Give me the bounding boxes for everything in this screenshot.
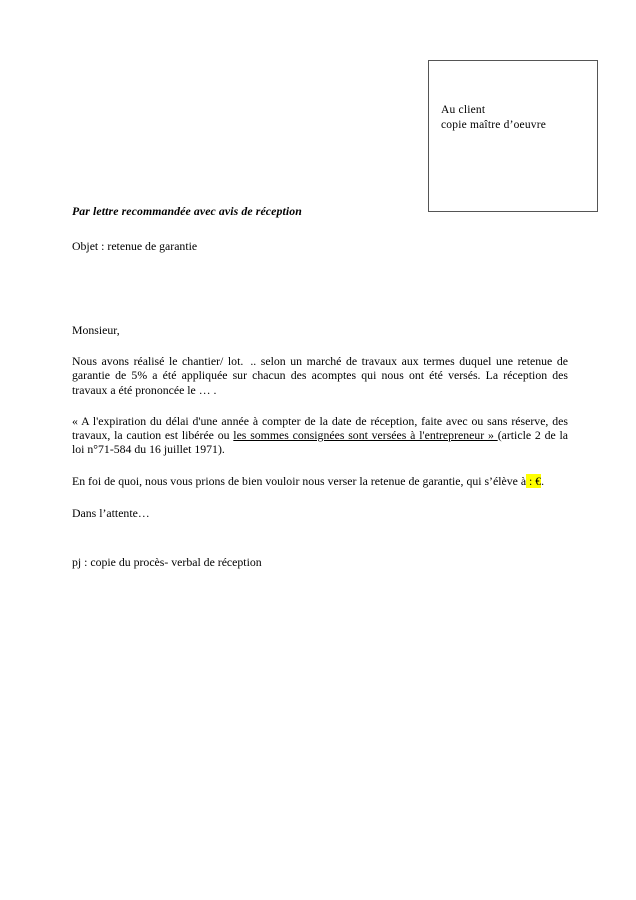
recipient-line-2: copie maître d’oeuvre [441, 119, 547, 131]
attachment-note: pj : copie du procès- verbal de réception [72, 555, 262, 570]
subject-line: Objet : retenue de garantie [72, 239, 198, 253]
request-part1: En foi de quoi, nous vous prions de bien vouloir nous verser la retenue de garantie, qui s’élève à [72, 473, 527, 488]
paragraph-intro [72, 338, 568, 397]
legal-quote-reference: (article 2 de la loi n°71-584 du 16 juillet 1971). [72, 428, 569, 457]
legal-quote-part1: « A l'expiration du délai d'une année à compter de la date de réception, faite avec ou sans réserve, des travaux, la caution est libérée ou [72, 413, 568, 443]
request-part2: . [541, 473, 545, 488]
paragraph-intro-part1: Nous avons réalisé le chantier/ lot. [72, 354, 244, 368]
legal-quote-underlined: les sommes consignées sont versées à l'entrepreneur » [233, 428, 498, 443]
recipient-address-block [441, 103, 546, 133]
paragraph-legal-quote [72, 397, 568, 457]
letter-body [72, 204, 568, 570]
recipient-line-1: Au client [441, 104, 486, 116]
paragraph-intro-part2: .. selon un marché de travaux aux termes duquel une retenue de garantie de 5% a été appliquée sur chacun des acomptes qui nous ont été versés. La réception des travaux a été prononcée le … . [72, 354, 568, 397]
recipient-box [428, 60, 598, 212]
delivery-mention: Par lettre recommandée avec avis de réception [72, 204, 302, 218]
sign-off: Dans l’attente… [72, 506, 150, 521]
paragraph-request [72, 457, 568, 488]
salutation: Monsieur, [72, 323, 120, 337]
highlighted-amount-placeholder: : € [526, 473, 542, 488]
